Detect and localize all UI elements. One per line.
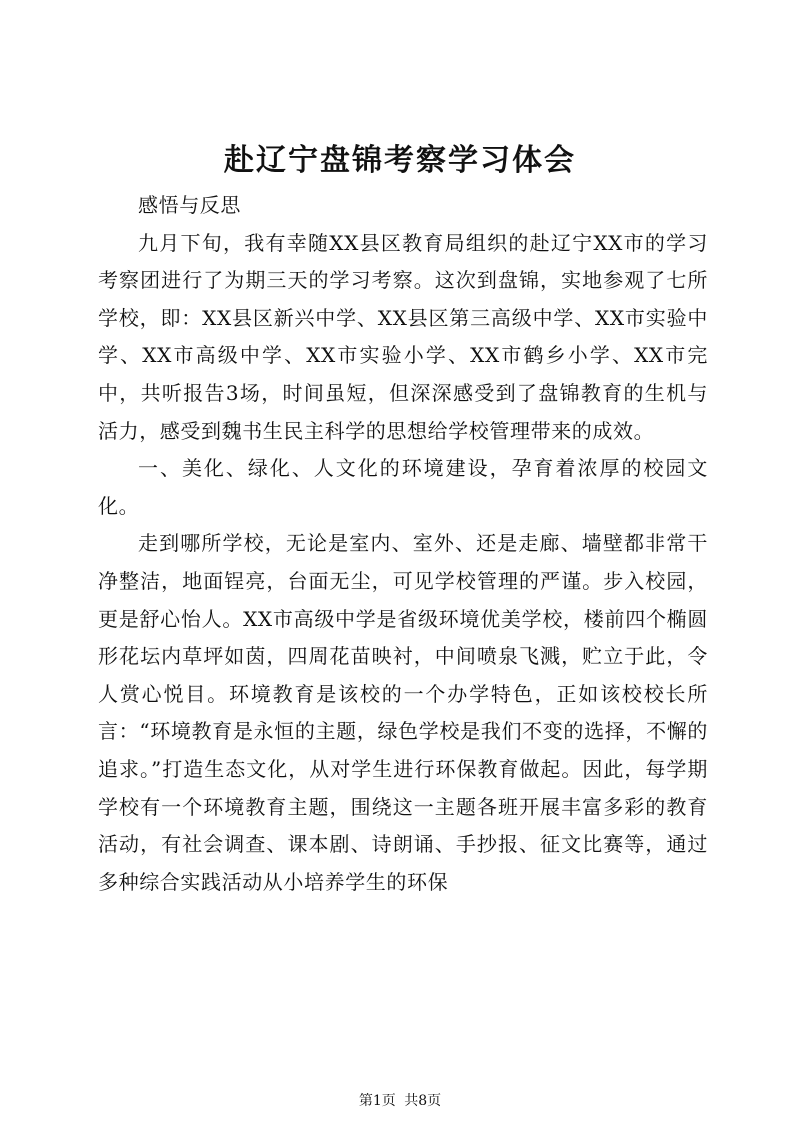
body-paragraph-2: 走到哪所学校，无论是室内、室外、还是走廊、墙壁都非常干净整洁，地面锃亮，台面无尘，可见学校管理的严谨。步入校园，更是舒心怡人。XX市高级中学是省级环境优美学校，楼前四个椭圆形花坛内草坪如茵，四周花苗映衬，中间喷泉飞溅，贮立于此，令人赏心悦目。环境教育是该校的一个办学特色，正如该校校长所言：“环境教育是永恒的主题，绿色学校是我们不变的选择，不懈的追求。”打造生态文化，从对学生进行环保教育做起。因此，每学期学校有一个环境教育主题，围绕这一主题各班开展丰富多彩的教育活动，有社会调查、课本剧、诗朗诵、手抄报、征文比赛等，通过多种综合实践活动从小培养学生的环保	[98, 531, 708, 894]
section-heading-1: 一、美化、绿化、人文化的环境建设，孕育着浓厚的校园文化。	[98, 456, 708, 518]
document-body	[98, 187, 708, 901]
page-footer	[0, 1090, 800, 1112]
document-title: 赴辽宁盘锦考察学习体会	[224, 143, 576, 178]
body-paragraph-1: 九月下旬，我有幸随XX县区教育局组织的赴辽宁XX市的学习考察团进行了为期三天的学习考察。这次到盘锦，实地参观了七所学校，即：XX县区新兴中学、XX县区第三高级中学、XX市实验中学、XX市高级中学、XX市实验小学、XX市鹤乡小学、XX市完中，共听报告3场，时间虽短，但深深感受到了盘锦教育的生机与活力，感受到魏书生民主科学的思想给学校管理带来的成效。	[98, 230, 708, 443]
page-number: 第1页	[358, 1093, 396, 1109]
subtitle-paragraph: 感悟与反思	[138, 193, 241, 217]
page-total: 共8页	[404, 1093, 442, 1109]
